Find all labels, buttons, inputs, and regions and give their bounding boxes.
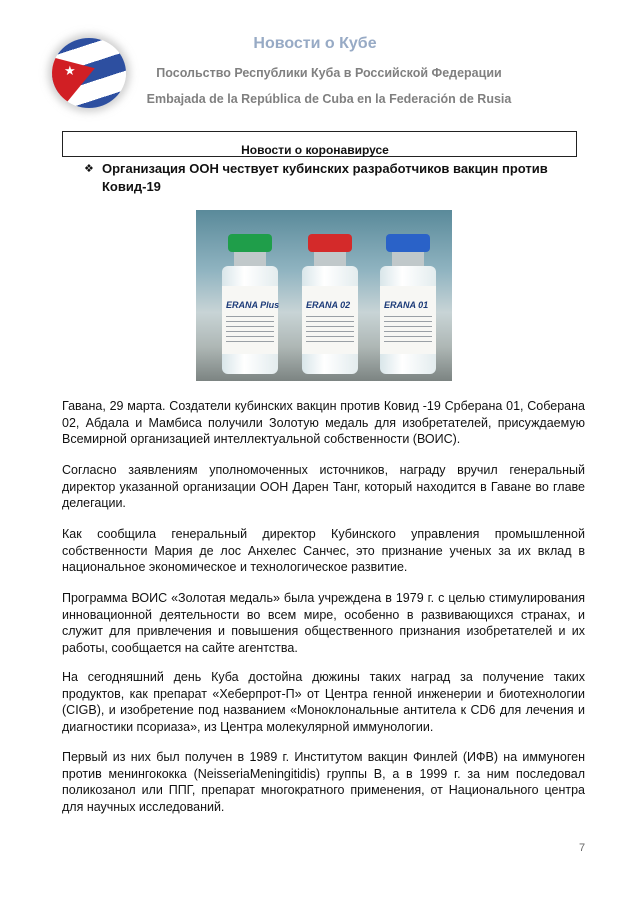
vial-soberana-02: ERANA 02 [300,234,360,374]
vaccine-vials-photo [196,210,452,381]
section-title: Новости о коронавирусе [241,143,389,157]
embassy-name-ru: Посольство Республики Куба в Российской Федерации [156,66,502,80]
article-paragraph: Согласно заявлениям уполномоченных источников, награду вручил генеральный директор указанной организации ООН Дарен Танг, который находится в Гаване во главе делегации. [62,463,585,510]
article-headline [84,160,564,196]
vial-soberana-01: ERANA 01 [378,234,438,374]
vial-soberana-plus: ERANA Plus [220,234,280,374]
cuba-flag-logo-icon: ★ [52,38,126,108]
headline-text: Организация ООН чествует кубинских разработчиков вакцин против Ковид-19 [102,161,548,194]
embassy-name-es: Embajada de la República de Cuba en la Federación de Rusia [146,92,512,106]
article-paragraph: Программа ВОИС «Золотая медаль» была учреждена в 1979 г. с целью стимулирования инновационной деятельности во всем мире, особенно в развивающихся странах, и служит для привлечения и повышения общественного признания изобретателей и их работы, сообщается на сайте агентства. [62,591,585,655]
article-paragraph: Первый из них был получен в 1989 г. Институтом вакцин Финлей (ИФВ) на иммуноген против менингококка (NeisseriaMeningitidis) группы B, а в 1999 г. за ним последовал поликозанол или ППГ, препарат многократного применения, от Национального центра для научных исследований. [62,750,585,814]
article-paragraph: На сегодняшний день Куба достойна дюжины таких наград за получение таких продуктов, как препарат «Хеберпрот-П» от Центра генной инженерии и биотехнологии (CIGB), и изобретение под названием «Моноклональные антитела к CD6 для лечения и диагностики псориаза», из Центра молекулярной иммунологии. [62,670,585,734]
article-paragraph: Гавана, 29 марта. Создатели кубинских вакцин против Ковид -19 Срберана 01, Соберана 02, Абдала и Мамбиса получили Золотую медаль для изобретателей, присуждаемую Всемирной организацией интеллектуальной собственности (ВОИС). [62,399,585,446]
diamond-bullet-icon: ❖ [84,163,94,175]
newsletter-title: Новости о Кубе [253,35,377,52]
article-paragraph: Как сообщила генеральный директор Кубинского управления промышленной собственности Мария де лос Анхелес Санчес, это признание ученых за их вклад в национальное экономическое и технологическое развитие. [62,527,585,574]
page-number: 7 [579,842,586,854]
